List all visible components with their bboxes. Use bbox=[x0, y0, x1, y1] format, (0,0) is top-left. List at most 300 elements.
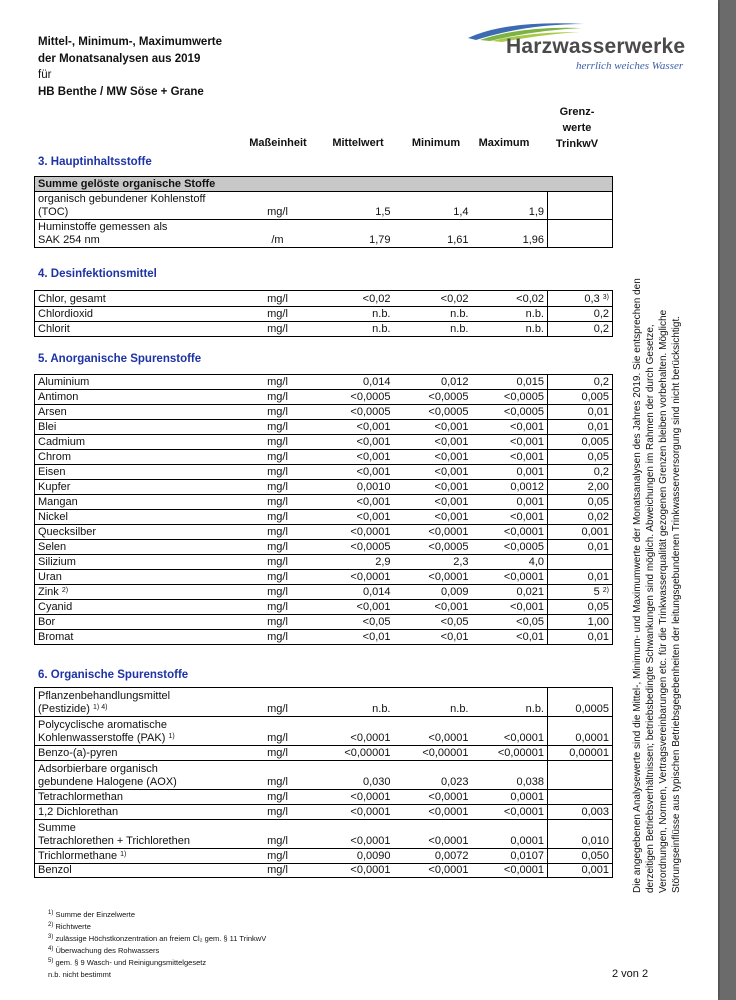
row-min: <0,05 bbox=[394, 615, 472, 630]
logo-title: Harzwasserwerke bbox=[506, 35, 686, 58]
row-limit-value: 0,001 bbox=[581, 864, 609, 876]
row-mean: 0,030 bbox=[318, 761, 394, 790]
footnote-text: Richtwerte bbox=[55, 922, 91, 931]
row-limit-value: 0,01 bbox=[587, 631, 609, 643]
row-max: n.b. bbox=[472, 322, 548, 337]
row-limit-value: 0,005 bbox=[581, 391, 609, 403]
row-name bbox=[35, 495, 238, 510]
row-mean: <0,01 bbox=[318, 630, 394, 645]
footnote-mark: 4) bbox=[48, 946, 54, 952]
row-max: 0,0107 bbox=[472, 849, 548, 864]
row-name bbox=[35, 390, 238, 405]
row-limit-value: 0,01 bbox=[587, 571, 609, 583]
table-row bbox=[35, 746, 613, 761]
row-name-text: Arsen bbox=[38, 406, 67, 418]
row-max: <0,0005 bbox=[472, 540, 548, 555]
row-limit bbox=[548, 555, 613, 570]
table-row bbox=[35, 805, 613, 820]
footnote-ref: 1) 4) bbox=[93, 704, 108, 711]
table-row bbox=[35, 790, 613, 805]
row-limit bbox=[548, 717, 613, 746]
window-edge bbox=[720, 0, 736, 1000]
row-limit-value: 0,02 bbox=[587, 511, 609, 523]
row-limit-value: 0,050 bbox=[581, 850, 609, 862]
row-limit bbox=[548, 435, 613, 450]
disclaimer-line-3: Verordnungen, Normen, Vertragsvereinbarungen etc. für die Trinkwasserqualität gezogenen Grenzen bleiben vorbehalten. Mögliche bbox=[658, 309, 669, 893]
table-row bbox=[35, 480, 613, 495]
footnote-ref: 1) bbox=[120, 851, 127, 858]
table-organische-spurenstoffe bbox=[34, 687, 613, 878]
row-unit: mg/l bbox=[238, 630, 318, 645]
row-name-text: Kohlenwasserstoffe (PAK) bbox=[38, 732, 166, 744]
col-header-min: Minimum bbox=[411, 137, 461, 149]
col-header-limit-1: Grenz- bbox=[559, 106, 595, 118]
row-min: n.b. bbox=[394, 688, 472, 717]
row-name-text: Tetrachlorethen + Trichlorethen bbox=[38, 835, 190, 847]
table-row bbox=[35, 849, 613, 864]
disclaimer-line-1: Die angegebenen Analysewerte sind die Mittel-, Minimum- und Maximumwerte der Monatsanalysen des Jahres 2019. Sie entsprechen den bbox=[632, 278, 643, 893]
row-mean: 0,014 bbox=[318, 585, 394, 600]
row-limit-value: 0,01 bbox=[587, 541, 609, 553]
row-limit: 0,3 $^{3)}$ bbox=[548, 291, 613, 307]
row-max: <0,0001 bbox=[472, 864, 548, 878]
table-row bbox=[35, 525, 613, 540]
row-min: <0,001 bbox=[394, 510, 472, 525]
row-max: 0,0001 bbox=[472, 820, 548, 849]
row-name bbox=[35, 790, 238, 805]
table-row bbox=[35, 630, 613, 645]
row-min: <0,01 bbox=[394, 630, 472, 645]
row-name-text: Chrom bbox=[38, 451, 72, 463]
table-row bbox=[35, 495, 613, 510]
table-hauptinhaltsstoffe bbox=[34, 176, 613, 248]
row-mean: n.b. bbox=[318, 688, 394, 717]
row-min: <0,001 bbox=[394, 435, 472, 450]
col-header-limit-2: werte bbox=[562, 122, 592, 134]
row-mean: <0,001 bbox=[318, 465, 394, 480]
table-row bbox=[35, 390, 613, 405]
row-max: n.b. bbox=[472, 307, 548, 322]
row-name bbox=[35, 570, 238, 585]
disclaimer-line-4: Störungseinflüsse aus typischen Betriebsgegebenheiten der leitungsgebundenen Trinkwasserversorgung sind nicht berücksichtigt. bbox=[671, 315, 682, 893]
row-name-text: Antimon bbox=[38, 391, 79, 403]
row-name bbox=[35, 864, 238, 878]
row-name: Chlordioxid bbox=[35, 307, 238, 322]
row-mean: 2,9 bbox=[318, 555, 394, 570]
table-row bbox=[35, 570, 613, 585]
row-name bbox=[35, 465, 238, 480]
table-row bbox=[35, 555, 613, 570]
row-mean: <0,001 bbox=[318, 450, 394, 465]
row-name-text: Selen bbox=[38, 541, 67, 553]
row-min: <0,0005 bbox=[394, 540, 472, 555]
row-name-line-1: Polycyclische aromatische bbox=[38, 719, 167, 731]
row-min: <0,001 bbox=[394, 480, 472, 495]
table-desinfektionsmittel bbox=[34, 290, 613, 337]
row-max: 0,0012 bbox=[472, 480, 548, 495]
row-name bbox=[35, 746, 238, 761]
row-limit-value: 0,2 bbox=[593, 466, 609, 478]
row-limit-value: 0,005 bbox=[581, 436, 609, 448]
row-min: <0,02 bbox=[394, 291, 472, 307]
row-limit bbox=[548, 585, 613, 600]
row-name-text: Eisen bbox=[38, 466, 66, 478]
row-name-text: 1,2 Dichlorethan bbox=[38, 806, 119, 818]
row-name: organisch gebundener Kohlenstoff (TOC) bbox=[35, 192, 238, 220]
row-max: 0,038 bbox=[472, 761, 548, 790]
table-row bbox=[35, 375, 613, 390]
row-mean: <0,0001 bbox=[318, 717, 394, 746]
row-mean: <0,001 bbox=[318, 510, 394, 525]
row-unit: mg/l bbox=[238, 790, 318, 805]
row-name bbox=[35, 480, 238, 495]
row-name-line-1: Pflanzenbehandlungsmittel bbox=[38, 690, 171, 702]
row-limit-value: 0,05 bbox=[587, 496, 609, 508]
row-limit bbox=[548, 630, 613, 645]
row-name bbox=[35, 510, 238, 525]
row-min: <0,0001 bbox=[394, 864, 472, 878]
row-min: 1,4 bbox=[394, 192, 472, 220]
section-title-5: 5. Anorganische Spurenstoffe bbox=[38, 353, 202, 365]
row-name: Chlorit bbox=[35, 322, 238, 337]
table-row bbox=[35, 220, 613, 248]
row-name bbox=[35, 420, 238, 435]
row-limit bbox=[548, 480, 613, 495]
row-max: <0,00001 bbox=[472, 746, 548, 761]
row-unit: mg/l bbox=[238, 375, 318, 390]
row-limit-value: 0,001 bbox=[581, 526, 609, 538]
table-row bbox=[35, 820, 613, 849]
row-name: Huminstoffe gemessen als SAK 254 nm bbox=[35, 220, 238, 248]
row-name bbox=[35, 717, 238, 746]
row-name-line-1: Adsorbierbare organisch bbox=[38, 763, 158, 775]
table-row bbox=[35, 322, 613, 337]
row-max: 1,9 bbox=[472, 192, 548, 220]
footnote-mark: 1) bbox=[48, 910, 54, 916]
table-row bbox=[35, 450, 613, 465]
row-unit: mg/l bbox=[238, 717, 318, 746]
row-max: <0,0001 bbox=[472, 525, 548, 540]
row-min: <0,001 bbox=[394, 495, 472, 510]
row-max: <0,0001 bbox=[472, 717, 548, 746]
row-min: n.b. bbox=[394, 307, 472, 322]
row-unit: mg/l bbox=[238, 480, 318, 495]
row-name-text: Quecksilber bbox=[38, 526, 97, 538]
row-unit: mg/l bbox=[238, 615, 318, 630]
row-limit-value: 0,00001 bbox=[569, 747, 609, 759]
row-unit: mg/l bbox=[238, 761, 318, 790]
row-name bbox=[35, 405, 238, 420]
row-limit bbox=[548, 220, 613, 248]
row-min: <0,001 bbox=[394, 450, 472, 465]
row-limit bbox=[548, 761, 613, 790]
footnote-ref: 1) bbox=[168, 733, 175, 740]
row-name bbox=[35, 820, 238, 849]
row-limit-value: 0,0005 bbox=[575, 703, 609, 715]
row-mean: <0,0001 bbox=[318, 820, 394, 849]
row-unit: mg/l bbox=[238, 540, 318, 555]
row-name-text: Benzol bbox=[38, 864, 72, 876]
footnotes bbox=[48, 909, 266, 981]
row-max: 0,0001 bbox=[472, 790, 548, 805]
row-name bbox=[35, 525, 238, 540]
footnote-item bbox=[48, 921, 266, 933]
row-unit: mg/l bbox=[238, 390, 318, 405]
row-min: <0,0001 bbox=[394, 790, 472, 805]
row-max: 0,001 bbox=[472, 495, 548, 510]
row-max: 0,001 bbox=[472, 465, 548, 480]
row-limit bbox=[548, 805, 613, 820]
table-anorganische-spurenstoffe bbox=[34, 374, 613, 645]
row-mean: <0,0001 bbox=[318, 805, 394, 820]
footnote-text: zulässige Höchstkonzentration an freiem Cl₂ gem. § 11 TrinkwV bbox=[55, 934, 267, 943]
table-row bbox=[35, 717, 613, 746]
footnote-text: gem. § 9 Wasch- und Reinigungsmittelgesetz bbox=[55, 958, 207, 967]
table-row bbox=[35, 585, 613, 600]
table-row bbox=[35, 420, 613, 435]
col-header-mean: Mittelwert bbox=[332, 137, 384, 149]
row-max: <0,01 bbox=[472, 630, 548, 645]
group-label: Summe gelöste organische Stoffe bbox=[35, 177, 613, 192]
row-limit-value: 0,2 bbox=[593, 376, 609, 388]
row-mean: <0,001 bbox=[318, 600, 394, 615]
footnote-text: n.b. nicht bestimmt bbox=[48, 970, 111, 979]
row-min: <0,0001 bbox=[394, 820, 472, 849]
row-mean: <0,02 bbox=[318, 291, 394, 307]
table-row bbox=[35, 540, 613, 555]
row-unit: mg/l bbox=[238, 192, 318, 220]
row-mean: <0,001 bbox=[318, 435, 394, 450]
row-min: 0,0072 bbox=[394, 849, 472, 864]
table-row bbox=[35, 291, 613, 307]
row-unit: mg/l bbox=[238, 525, 318, 540]
row-limit-value: 0,003 bbox=[581, 806, 609, 818]
row-limit bbox=[548, 820, 613, 849]
row-unit: mg/l bbox=[238, 450, 318, 465]
row-unit: mg/l bbox=[238, 435, 318, 450]
row-max: 0,015 bbox=[472, 375, 548, 390]
row-max: <0,0005 bbox=[472, 390, 548, 405]
row-max: 4,0 bbox=[472, 555, 548, 570]
footnote-item bbox=[48, 957, 266, 969]
row-min: n.b. bbox=[394, 322, 472, 337]
header-line-1: Mittel-, Minimum-, Maximumwerte bbox=[38, 36, 223, 48]
row-min: <0,001 bbox=[394, 420, 472, 435]
row-limit bbox=[548, 540, 613, 555]
row-max: <0,0001 bbox=[472, 805, 548, 820]
row-mean: n.b. bbox=[318, 307, 394, 322]
row-max: <0,0001 bbox=[472, 570, 548, 585]
col-header-unit: Maßeinheit bbox=[249, 137, 307, 149]
footnote-item bbox=[48, 969, 266, 981]
footnote-text: Überwachung des Rohwassers bbox=[55, 946, 160, 955]
row-limit bbox=[548, 450, 613, 465]
row-mean: <0,00001 bbox=[318, 746, 394, 761]
harzwasserwerke-logo bbox=[466, 18, 696, 78]
row-limit-value: 0,01 bbox=[587, 421, 609, 433]
row-unit: /m bbox=[238, 220, 318, 248]
row-unit: mg/l bbox=[238, 405, 318, 420]
table-row bbox=[35, 761, 613, 790]
row-mean: <0,0001 bbox=[318, 790, 394, 805]
row-limit-value: 0,05 bbox=[587, 601, 609, 613]
row-name bbox=[35, 555, 238, 570]
row-name bbox=[35, 761, 238, 790]
row-name bbox=[35, 435, 238, 450]
row-max: <0,001 bbox=[472, 435, 548, 450]
row-unit: mg/l bbox=[238, 555, 318, 570]
row-name-text: Cadmium bbox=[38, 436, 86, 448]
row-min: <0,0001 bbox=[394, 570, 472, 585]
table-row bbox=[35, 192, 613, 220]
row-unit: mg/l bbox=[238, 585, 318, 600]
table-row bbox=[35, 307, 613, 322]
row-limit bbox=[548, 495, 613, 510]
row-limit bbox=[548, 390, 613, 405]
row-name bbox=[35, 585, 238, 600]
footnote-ref: 3) bbox=[602, 294, 609, 301]
row-min: <0,0001 bbox=[394, 717, 472, 746]
row-name-text: Benzo-(a)-pyren bbox=[38, 747, 118, 759]
row-max: n.b. bbox=[472, 688, 548, 717]
row-name-text: gebundene Halogene (AOX) bbox=[38, 776, 177, 788]
row-name-text: Nickel bbox=[38, 511, 68, 523]
disclaimer-line-2: derzeitigen Betriebsverhältnissen; betriebsbedingte Schwankungen sind möglich. Abweichungen im Rahmen der durch Gesetze, bbox=[645, 324, 656, 893]
row-name bbox=[35, 849, 238, 864]
row-max: <0,001 bbox=[472, 600, 548, 615]
row-name-text: Bor bbox=[38, 616, 56, 628]
row-unit: mg/l bbox=[238, 465, 318, 480]
footnote-mark: 3) bbox=[48, 934, 54, 940]
row-name-text: Zink bbox=[38, 586, 59, 598]
row-unit: mg/l bbox=[238, 864, 318, 878]
row-limit-value: 5 bbox=[593, 586, 600, 598]
row-mean: <0,0001 bbox=[318, 570, 394, 585]
row-max: <0,001 bbox=[472, 450, 548, 465]
row-limit bbox=[548, 192, 613, 220]
row-limit bbox=[548, 746, 613, 761]
row-max: <0,001 bbox=[472, 420, 548, 435]
row-limit: 0,2 bbox=[548, 307, 613, 322]
row-unit: mg/l bbox=[238, 510, 318, 525]
footnote-item bbox=[48, 909, 266, 921]
logo-tagline: herrlich weiches Wasser bbox=[576, 60, 684, 72]
document-header bbox=[38, 34, 222, 100]
row-max: 1,96 bbox=[472, 220, 548, 248]
header-line-4: HB Benthe / MW Söse + Grane bbox=[38, 85, 204, 98]
row-limit bbox=[548, 375, 613, 390]
row-name-text: (Pestizide) bbox=[38, 703, 90, 715]
row-limit bbox=[548, 615, 613, 630]
section-title-4: 4. Desinfektionsmittel bbox=[38, 268, 157, 280]
row-name-line-1: Summe bbox=[38, 822, 76, 834]
row-mean: <0,0005 bbox=[318, 540, 394, 555]
row-mean: <0,0005 bbox=[318, 405, 394, 420]
row-mean: <0,05 bbox=[318, 615, 394, 630]
row-name bbox=[35, 375, 238, 390]
footnote-mark: 2) bbox=[48, 922, 54, 928]
table-row bbox=[35, 510, 613, 525]
page-number: 2 von 2 bbox=[612, 968, 649, 980]
row-unit: mg/l bbox=[238, 495, 318, 510]
row-min: <0,00001 bbox=[394, 746, 472, 761]
table-row bbox=[35, 864, 613, 878]
table-group-row bbox=[35, 177, 613, 192]
row-unit: mg/l bbox=[238, 820, 318, 849]
row-unit: mg/l bbox=[238, 805, 318, 820]
row-unit: mg/l bbox=[238, 420, 318, 435]
row-name bbox=[35, 630, 238, 645]
row-name-text: Uran bbox=[38, 571, 62, 583]
col-header-limit-3: TrinkwV bbox=[555, 138, 599, 150]
row-name-line-2 bbox=[38, 776, 235, 789]
footnote-text: Summe der Einzelwerte bbox=[55, 910, 136, 919]
row-mean: 1,79 bbox=[318, 220, 394, 248]
row-limit bbox=[548, 510, 613, 525]
row-max: <0,05 bbox=[472, 615, 548, 630]
row-name-text: Bromat bbox=[38, 631, 74, 643]
footnote-item bbox=[48, 945, 266, 957]
row-limit bbox=[548, 849, 613, 864]
row-min: 1,61 bbox=[394, 220, 472, 248]
row-mean: 0,0090 bbox=[318, 849, 394, 864]
header-line-2: der Monatsanalysen aus 2019 bbox=[38, 52, 201, 65]
table-row bbox=[35, 600, 613, 615]
row-mean: <0,001 bbox=[318, 495, 394, 510]
row-min: <0,0001 bbox=[394, 805, 472, 820]
row-unit: mg/l bbox=[238, 688, 318, 717]
row-mean: <0,0001 bbox=[318, 525, 394, 540]
row-limit bbox=[548, 600, 613, 615]
row-limit bbox=[548, 465, 613, 480]
row-name-text: Kupfer bbox=[38, 481, 71, 493]
row-limit: 0,2 bbox=[548, 322, 613, 337]
row-limit-value: 0,0001 bbox=[575, 732, 609, 744]
row-min: <0,0005 bbox=[394, 405, 472, 420]
row-min: 0,012 bbox=[394, 375, 472, 390]
row-unit: mg/l bbox=[238, 322, 318, 337]
row-name bbox=[35, 540, 238, 555]
footnote-ref: 2) bbox=[61, 587, 69, 594]
row-max: 0,021 bbox=[472, 585, 548, 600]
row-unit: mg/l bbox=[238, 291, 318, 307]
row-unit: mg/l bbox=[238, 570, 318, 585]
row-unit: mg/l bbox=[238, 746, 318, 761]
row-mean: 0,014 bbox=[318, 375, 394, 390]
row-mean: <0,0001 bbox=[318, 864, 394, 878]
row-name-text: Silizium bbox=[38, 556, 76, 568]
table-row bbox=[35, 405, 613, 420]
row-unit: mg/l bbox=[238, 307, 318, 322]
row-min: <0,0005 bbox=[394, 390, 472, 405]
row-min: 2,3 bbox=[394, 555, 472, 570]
row-min: <0,0001 bbox=[394, 525, 472, 540]
row-name: Chlor, gesamt bbox=[35, 291, 238, 307]
row-max: <0,0005 bbox=[472, 405, 548, 420]
row-name-text: Cyanid bbox=[38, 601, 73, 613]
header-line-3: für bbox=[38, 69, 52, 81]
row-unit: mg/l bbox=[238, 849, 318, 864]
row-name-text: Aluminium bbox=[38, 376, 90, 388]
row-limit-value: 2,00 bbox=[587, 481, 609, 493]
table-row bbox=[35, 435, 613, 450]
row-name-line-2 bbox=[38, 835, 235, 848]
col-header-limit bbox=[544, 105, 610, 151]
row-max: <0,02 bbox=[472, 291, 548, 307]
row-name-line-2 bbox=[38, 703, 235, 716]
table-row bbox=[35, 465, 613, 480]
row-limit-value: 0,010 bbox=[581, 835, 609, 847]
